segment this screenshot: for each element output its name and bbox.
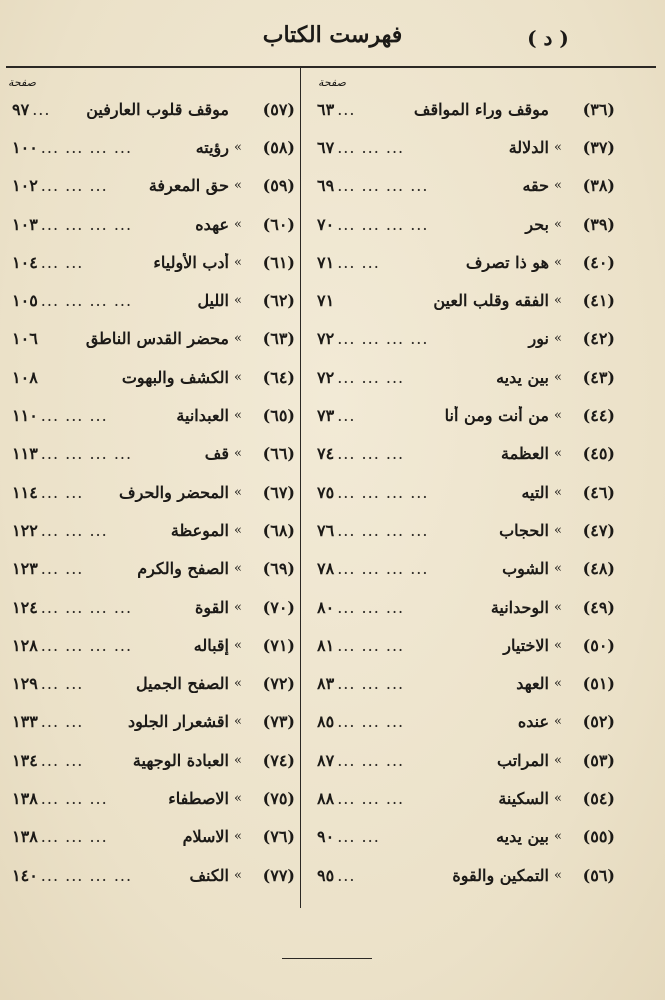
entry-page-number: ١٢٣ — [12, 559, 38, 579]
entry-title: الصفح والكرم — [137, 559, 229, 579]
toc-entry — [10, 128, 295, 166]
toc-entry — [315, 358, 615, 396]
entry-number: (٣٦) — [582, 99, 615, 119]
ditto-mark: » — [234, 293, 242, 309]
entry-page-number: ٦٩ — [317, 176, 335, 196]
entry-page-number: ٧٦ — [317, 520, 335, 540]
entry-title: إقباله — [193, 635, 229, 655]
ditto-mark: » — [554, 599, 562, 615]
toc-entry — [315, 664, 615, 702]
entry-number: (٦٢) — [262, 291, 295, 311]
entry-title: الصفح الجميل — [135, 674, 229, 694]
leader-dots: ... ... ... — [337, 635, 405, 655]
entry-number: (٤٢) — [582, 329, 615, 349]
toc-entry — [10, 664, 295, 702]
ditto-mark: » — [234, 561, 242, 577]
entry-page-number: ٨٣ — [317, 674, 335, 694]
column-divider — [300, 68, 301, 908]
entry-page-number: ٧٤ — [317, 444, 335, 464]
entry-page-number: ١٠٦ — [12, 329, 38, 349]
toc-entry — [10, 473, 295, 511]
entry-page-number: ٦٣ — [317, 99, 335, 119]
entry-page-number: ١٠٠ — [12, 137, 38, 157]
entry-number: (٤٠) — [582, 252, 615, 272]
entry-title: عنده — [517, 712, 549, 732]
entry-number: (٥٤) — [582, 788, 615, 808]
toc-entry — [315, 703, 615, 741]
entry-number: (٤٣) — [582, 367, 615, 387]
leader-dots: ... ... ... ... — [337, 520, 429, 540]
entry-title: الحجاب — [499, 520, 549, 540]
toc-entry — [315, 741, 615, 779]
entry-page-number: ٧١ — [317, 252, 335, 272]
toc-entry — [10, 550, 295, 588]
leader-dots: ... — [337, 865, 356, 885]
entry-title: السكينة — [498, 788, 549, 808]
entry-title: المراتب — [496, 750, 549, 770]
entry-title: موقف قلوب العارفين — [86, 99, 229, 119]
leader-dots: ... ... ... — [337, 137, 405, 157]
toc-entry — [10, 396, 295, 434]
ditto-mark: » — [554, 484, 562, 500]
entry-number: (٦٦) — [262, 444, 295, 464]
entry-number: (٧١) — [262, 635, 295, 655]
entry-title: الكشف والبهوت — [121, 367, 229, 387]
entry-title: العبادة الوجهية — [132, 750, 229, 770]
ditto-mark: » — [554, 408, 562, 424]
ditto-mark: » — [554, 752, 562, 768]
entry-title: عهده — [195, 214, 229, 234]
ditto-mark: » — [554, 790, 562, 806]
entry-title: الفقه وقلب العين — [433, 291, 549, 311]
entry-number: (٧٢) — [262, 674, 295, 694]
toc-entry — [315, 511, 615, 549]
entry-number: (٦٥) — [262, 406, 295, 426]
entry-page-number: ٧٢ — [317, 367, 335, 387]
header-rule — [6, 66, 656, 68]
toc-entry — [10, 856, 295, 894]
entry-number: (٦٠) — [262, 214, 295, 234]
toc-entry — [315, 818, 615, 856]
toc-entry — [10, 511, 295, 549]
leader-dots: ... ... — [40, 712, 84, 732]
toc-column-right — [315, 90, 615, 910]
toc-entry — [10, 741, 295, 779]
entry-number: (٧٤) — [262, 750, 295, 770]
toc-entry — [315, 320, 615, 358]
entry-title: محضر القدس الناطق — [85, 329, 229, 349]
toc-entry — [315, 167, 615, 205]
entry-page-number: ٧٨ — [317, 559, 335, 579]
toc-entry — [10, 167, 295, 205]
entry-page-number: ٧٣ — [317, 406, 335, 426]
ditto-mark: » — [554, 676, 562, 692]
toc-entry — [10, 205, 295, 243]
toc-entry — [10, 703, 295, 741]
entry-title: الوحدانية — [490, 597, 549, 617]
leader-dots: ... ... — [337, 252, 380, 272]
entry-title: التيه — [521, 482, 549, 502]
leader-dots: ... ... ... ... — [337, 559, 429, 579]
toc-entry — [10, 588, 295, 626]
entry-title: الاختيار — [503, 635, 549, 655]
entry-number: (٥٦) — [582, 865, 615, 885]
entry-title: العهد — [516, 674, 549, 694]
leader-dots: ... ... ... — [40, 176, 108, 196]
entry-page-number: ١٠٢ — [12, 176, 38, 196]
entry-number: (٣٩) — [582, 214, 615, 234]
toc-entry — [10, 779, 295, 817]
toc-entry — [315, 550, 615, 588]
entry-page-number: ١٠٣ — [12, 214, 38, 234]
leader-dots: ... ... ... ... — [337, 176, 429, 196]
entry-page-number: ١٢٢ — [12, 520, 38, 540]
leader-dots: ... ... ... ... — [40, 137, 133, 157]
leader-dots: ... ... — [40, 750, 84, 770]
leader-dots: ... ... — [40, 559, 84, 579]
entry-title: بحر — [525, 214, 549, 234]
entry-number: (٧٠) — [262, 597, 295, 617]
entry-number: (٤٧) — [582, 520, 615, 540]
entry-page-number: ١٠٨ — [12, 367, 38, 387]
leader-dots: ... ... ... — [337, 444, 405, 464]
ditto-mark: » — [234, 637, 242, 653]
ditto-mark: » — [554, 369, 562, 385]
leader-dots: ... ... ... ... — [40, 444, 133, 464]
entry-title: الشوب — [502, 559, 549, 579]
entry-page-number: ١١٤ — [12, 482, 38, 502]
leader-dots: ... ... ... — [337, 367, 405, 387]
entry-title: حقه — [522, 176, 549, 196]
entry-page-number: ١٣٨ — [12, 788, 38, 808]
entry-page-number: ١٢٤ — [12, 597, 38, 617]
ditto-mark: » — [554, 293, 562, 309]
ditto-mark: » — [554, 446, 562, 462]
toc-entry — [10, 90, 295, 128]
ditto-mark: » — [554, 331, 562, 347]
leader-dots: ... ... ... — [40, 827, 108, 847]
entry-number: (٤٤) — [582, 406, 615, 426]
entry-title: الدلالة — [508, 137, 549, 157]
entry-page-number: ١٣٤ — [12, 750, 38, 770]
entry-title: بين يديه — [496, 367, 549, 387]
leader-dots: ... ... ... — [40, 788, 108, 808]
entry-title: اقشعرار الجلود — [128, 712, 229, 732]
entry-page-number: ٨٥ — [317, 712, 335, 732]
entry-page-number: ١١٠ — [12, 406, 38, 426]
leader-dots: ... ... ... — [40, 406, 108, 426]
ditto-mark: » — [234, 714, 242, 730]
entry-page-number: ٦٧ — [317, 137, 335, 157]
ditto-mark: » — [234, 790, 242, 806]
toc-entry — [10, 626, 295, 664]
entry-number: (٣٨) — [582, 176, 615, 196]
entry-page-number: ٩٠ — [317, 827, 335, 847]
ditto-mark: » — [234, 522, 242, 538]
left-column-heading: صفحة — [8, 76, 36, 89]
entry-number: (٦٨) — [262, 520, 295, 540]
entry-title: نور — [528, 329, 549, 349]
leader-dots: ... ... ... — [337, 788, 405, 808]
leader-dots: ... ... ... ... — [337, 482, 429, 502]
entry-title: موقف وراء المواقف — [413, 99, 549, 119]
ditto-mark: » — [554, 139, 562, 155]
entry-title: الموعظة — [170, 520, 229, 540]
entry-page-number: ٨٧ — [317, 750, 335, 770]
entry-title: الكنف — [189, 865, 229, 885]
entry-title: هو ذا تصرف — [465, 252, 549, 272]
entry-page-number: ١٠٥ — [12, 291, 38, 311]
ditto-mark: » — [234, 369, 242, 385]
leader-dots: ... — [32, 99, 51, 119]
right-column-heading: صفحة — [318, 76, 346, 89]
toc-entry — [315, 588, 615, 626]
ditto-mark: » — [554, 867, 562, 883]
toc-column-left — [10, 90, 295, 910]
ditto-mark: » — [234, 139, 242, 155]
entry-title: التمكين والقوة — [452, 865, 549, 885]
entry-number: (٧٥) — [262, 788, 295, 808]
entry-page-number: ١٢٨ — [12, 635, 38, 655]
entry-page-number: ٨١ — [317, 635, 335, 655]
entry-title: القوة — [194, 597, 229, 617]
entry-page-number: ١٠٤ — [12, 252, 38, 272]
ditto-mark: » — [554, 829, 562, 845]
ditto-mark: » — [234, 829, 242, 845]
leader-dots: ... ... ... ... — [40, 291, 133, 311]
entry-number: (٥٠) — [582, 635, 615, 655]
entry-number: (٥٩) — [262, 176, 295, 196]
entry-title: حق المعرفة — [148, 176, 229, 196]
leader-dots: ... ... — [40, 674, 84, 694]
entry-number: (٥٥) — [582, 827, 615, 847]
ditto-mark: » — [234, 446, 242, 462]
leader-dots: ... ... ... ... — [40, 865, 133, 885]
leader-dots: ... ... ... ... — [337, 329, 429, 349]
toc-entry — [315, 281, 615, 319]
entry-number: (٧٣) — [262, 712, 295, 732]
entry-number: (٧٦) — [262, 827, 295, 847]
toc-entry — [315, 435, 615, 473]
entry-title: العظمة — [501, 444, 549, 464]
toc-entry — [315, 128, 615, 166]
leader-dots: ... ... ... — [337, 674, 405, 694]
entry-title: بين يديه — [496, 827, 549, 847]
entry-number: (٥٨) — [262, 137, 295, 157]
toc-entry — [315, 473, 615, 511]
entry-number: (٥٢) — [582, 712, 615, 732]
leader-dots: ... ... — [40, 252, 84, 272]
toc-entry — [315, 205, 615, 243]
entry-page-number: ١٢٩ — [12, 674, 38, 694]
entry-number: (٥٣) — [582, 750, 615, 770]
entry-number: (٦٤) — [262, 367, 295, 387]
ditto-mark: » — [234, 408, 242, 424]
leader-dots: ... — [337, 99, 356, 119]
leader-dots: ... ... ... ... — [40, 597, 133, 617]
entry-number: (٤٦) — [582, 482, 615, 502]
entry-number: (٦٣) — [262, 329, 295, 349]
leader-dots: ... ... ... — [337, 712, 405, 732]
ditto-mark: » — [234, 599, 242, 615]
entry-page-number: ٨٨ — [317, 788, 335, 808]
entry-number: (٥٧) — [262, 99, 295, 119]
entry-number: (٧٧) — [262, 865, 295, 885]
leader-dots: ... — [337, 406, 356, 426]
entry-title: أدب الأولياء — [153, 252, 229, 272]
entry-page-number: ٧٥ — [317, 482, 335, 502]
ditto-mark: » — [234, 216, 242, 232]
leader-dots: ... ... ... — [40, 520, 108, 540]
page-header — [0, 22, 665, 62]
entry-number: (٥١) — [582, 674, 615, 694]
entry-number: (٣٧) — [582, 137, 615, 157]
footer-rule — [282, 958, 372, 959]
toc-entry — [315, 856, 615, 894]
entry-title: الاصطفاء — [168, 788, 229, 808]
toc-entry — [10, 358, 295, 396]
entry-number: (٦٧) — [262, 482, 295, 502]
ditto-mark: » — [554, 714, 562, 730]
entry-number: (٤٨) — [582, 559, 615, 579]
entry-page-number: ٩٧ — [12, 99, 30, 119]
entry-title: قف — [204, 444, 229, 464]
toc-entry — [315, 396, 615, 434]
entry-page-number: ٧٠ — [317, 214, 335, 234]
entry-title: الليل — [197, 291, 229, 311]
ditto-mark: » — [234, 867, 242, 883]
toc-entry — [315, 90, 615, 128]
leader-dots: ... ... ... ... — [40, 635, 133, 655]
ditto-mark: » — [554, 178, 562, 194]
ditto-mark: » — [234, 254, 242, 270]
entry-page-number: ١٣٨ — [12, 827, 38, 847]
page-title: فهرست الكتاب — [262, 22, 403, 48]
toc-entry — [315, 779, 615, 817]
ditto-mark: » — [554, 216, 562, 232]
leader-dots: ... ... ... ... — [337, 214, 429, 234]
ditto-mark: » — [234, 484, 242, 500]
entry-page-number: ٨٠ — [317, 597, 335, 617]
entry-title: العبدانية — [176, 406, 229, 426]
toc-entry — [10, 281, 295, 319]
entry-page-number: ١٣٣ — [12, 712, 38, 732]
toc-entry — [10, 243, 295, 281]
entry-number: (٦١) — [262, 252, 295, 272]
toc-entry — [315, 243, 615, 281]
entry-title: الاسلام — [182, 827, 229, 847]
ditto-mark: » — [554, 254, 562, 270]
entry-page-number: ٩٥ — [317, 865, 335, 885]
toc-entry — [10, 320, 295, 358]
entry-page-number: ١٤٠ — [12, 865, 38, 885]
entry-page-number: ١١٣ — [12, 444, 38, 464]
ditto-mark: » — [554, 522, 562, 538]
entry-page-number: ٧١ — [317, 291, 335, 311]
toc-entry — [315, 626, 615, 664]
entry-number: (٤٥) — [582, 444, 615, 464]
ditto-mark: » — [554, 637, 562, 653]
toc-entry — [10, 818, 295, 856]
page-number: ( د ) — [527, 26, 569, 50]
ditto-mark: » — [234, 331, 242, 347]
toc-entry — [10, 435, 295, 473]
leader-dots: ... ... — [337, 827, 380, 847]
leader-dots: ... ... ... — [337, 750, 405, 770]
ditto-mark: » — [554, 561, 562, 577]
entry-number: (٤١) — [582, 291, 615, 311]
leader-dots: ... ... ... — [337, 597, 405, 617]
ditto-mark: » — [234, 178, 242, 194]
entry-page-number: ٧٢ — [317, 329, 335, 349]
leader-dots: ... ... — [40, 482, 84, 502]
leader-dots: ... ... ... ... — [40, 214, 133, 234]
ditto-mark: » — [234, 752, 242, 768]
entry-title: من أنت ومن أنا — [444, 406, 549, 426]
ditto-mark: » — [234, 676, 242, 692]
entry-title: المحضر والحرف — [119, 482, 229, 502]
entry-number: (٦٩) — [262, 559, 295, 579]
entry-number: (٤٩) — [582, 597, 615, 617]
entry-title: رؤيته — [195, 137, 229, 157]
